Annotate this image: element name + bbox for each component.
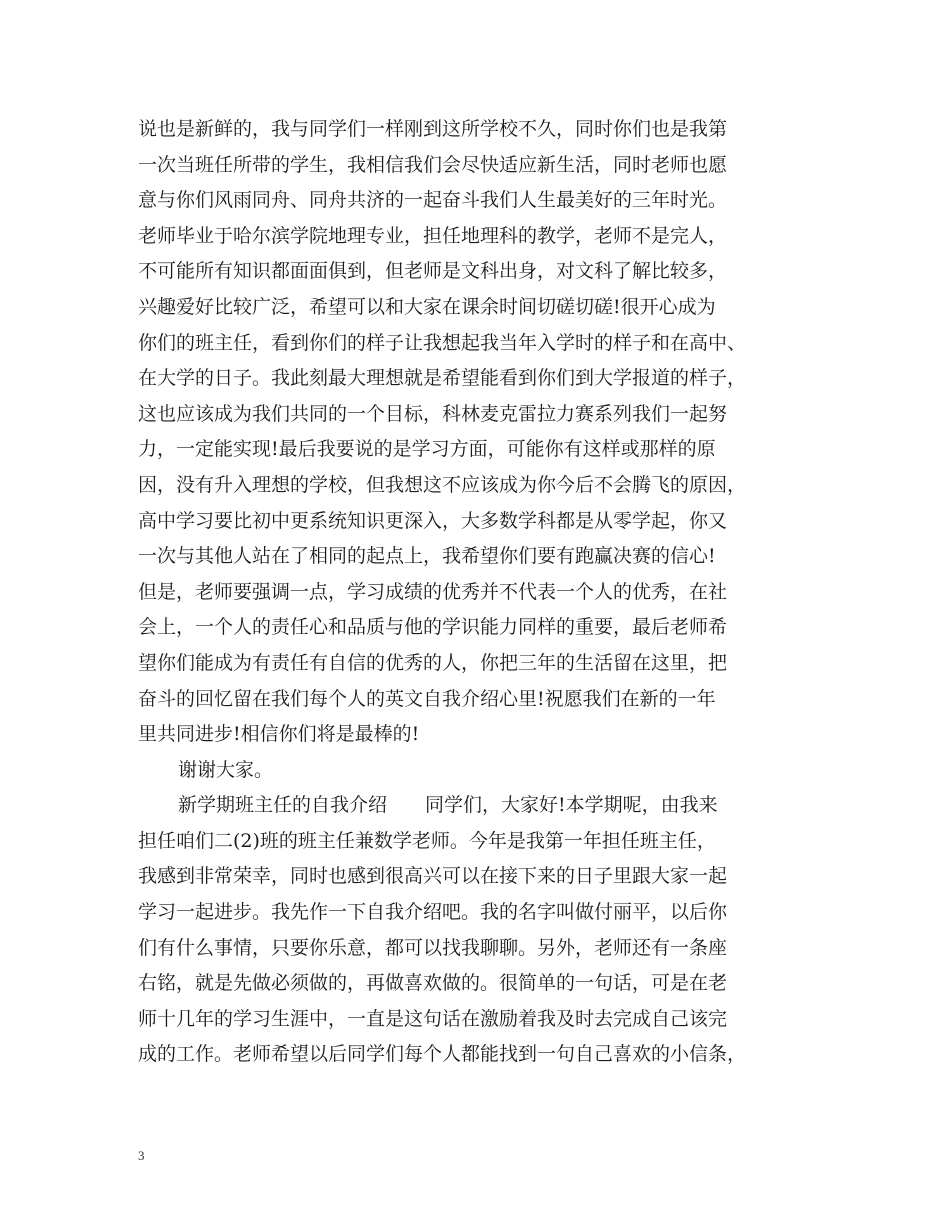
text-line: 们有什么事情，只要你乐意，都可以找我聊聊。另外，老师还有一条座 xyxy=(138,936,728,959)
text-line: 右铭，就是先做必须做的，再做喜欢做的。很简单的一句话，可是在老 xyxy=(138,972,728,995)
text-line: 我感到非常荣幸，同时也感到很高兴可以在接下来的日子里跟大家一起 xyxy=(138,865,728,888)
text-line: 说也是新鲜的，我与同学们一样刚到这所学校不久，同时你们也是我第 xyxy=(138,118,728,140)
text-line: 因，没有升入理想的学校，但我想这不应该成为你今后不会腾飞的原因， xyxy=(138,473,747,496)
body-text xyxy=(138,112,828,1073)
text-line: 一次当班任所带的学生，我相信我们会尽快适应新生活，同时老师也愿 xyxy=(138,153,728,176)
text-line-indented: 新学期班主任的自我介绍 同学们，大家好!本学期呢，由我来 xyxy=(178,794,718,817)
text-line: 力，一定能实现!最后我要说的是学习方面，可能你有这样或那样的原 xyxy=(138,438,716,461)
page-number: 3 xyxy=(138,1148,145,1163)
text-line: 担任咱们二(2)班的班主任兼数学老师。今年是我第一年担任班主任， xyxy=(138,829,716,852)
text-line: 这也应该成为我们共同的一个目标，科林麦克雷拉力赛系列我们一起努 xyxy=(138,402,728,425)
text-line: 在大学的日子。我此刻最大理想就是希望能看到你们到大学报道的样子， xyxy=(138,367,747,390)
text-line: 一次与其他人站在了相同的起点上，我希望你们要有跑赢决赛的信心! xyxy=(138,545,716,568)
text-line: 意与你们风雨同舟、同舟共济的一起奋斗我们人生最美好的三年时光。 xyxy=(138,189,728,212)
text-line-indented: 谢谢大家。 xyxy=(178,758,274,781)
text-line: 你们的班主任，看到你们的样子让我想起我当年入学时的样子和在高中、 xyxy=(138,331,747,354)
text-line: 师十几年的学习生涯中，一直是这句话在激励着我及时去完成自己该完 xyxy=(138,1007,728,1030)
text-line: 望你们能成为有责任有自信的优秀的人，你把三年的生活留在这里，把 xyxy=(138,651,728,674)
text-line: 奋斗的回忆留在我们每个人的英文自我介绍心里!祝愿我们在新的一年 xyxy=(138,687,716,710)
text-line: 兴趣爱好比较广泛，希望可以和大家在课余时间切磋切磋!很开心成为 xyxy=(138,295,716,318)
text-line: 会上，一个人的责任心和品质与他的学识能力同样的重要，最后老师希 xyxy=(138,616,728,639)
text-line: 老师毕业于哈尔滨学院地理专业，担任地理科的教学，老师不是完人， xyxy=(138,224,728,247)
text-line: 高中学习要比初中更系统知识更深入，大多数学科都是从零学起，你又 xyxy=(138,509,728,532)
text-line: 学习一起进步。我先作一下自我介绍吧。我的名字叫做付丽平，以后你 xyxy=(138,901,728,924)
text-line: 但是，老师要强调一点，学习成绩的优秀并不代表一个人的优秀，在社 xyxy=(138,580,728,603)
text-line: 成的工作。老师希望以后同学们每个人都能找到一句自己喜欢的小信条， xyxy=(138,1043,747,1066)
text-line: 不可能所有知识都面面俱到，但老师是文科出身，对文科了解比较多， xyxy=(138,260,728,283)
text-line: 里共同进步!相信你们将是最棒的! xyxy=(138,723,420,746)
